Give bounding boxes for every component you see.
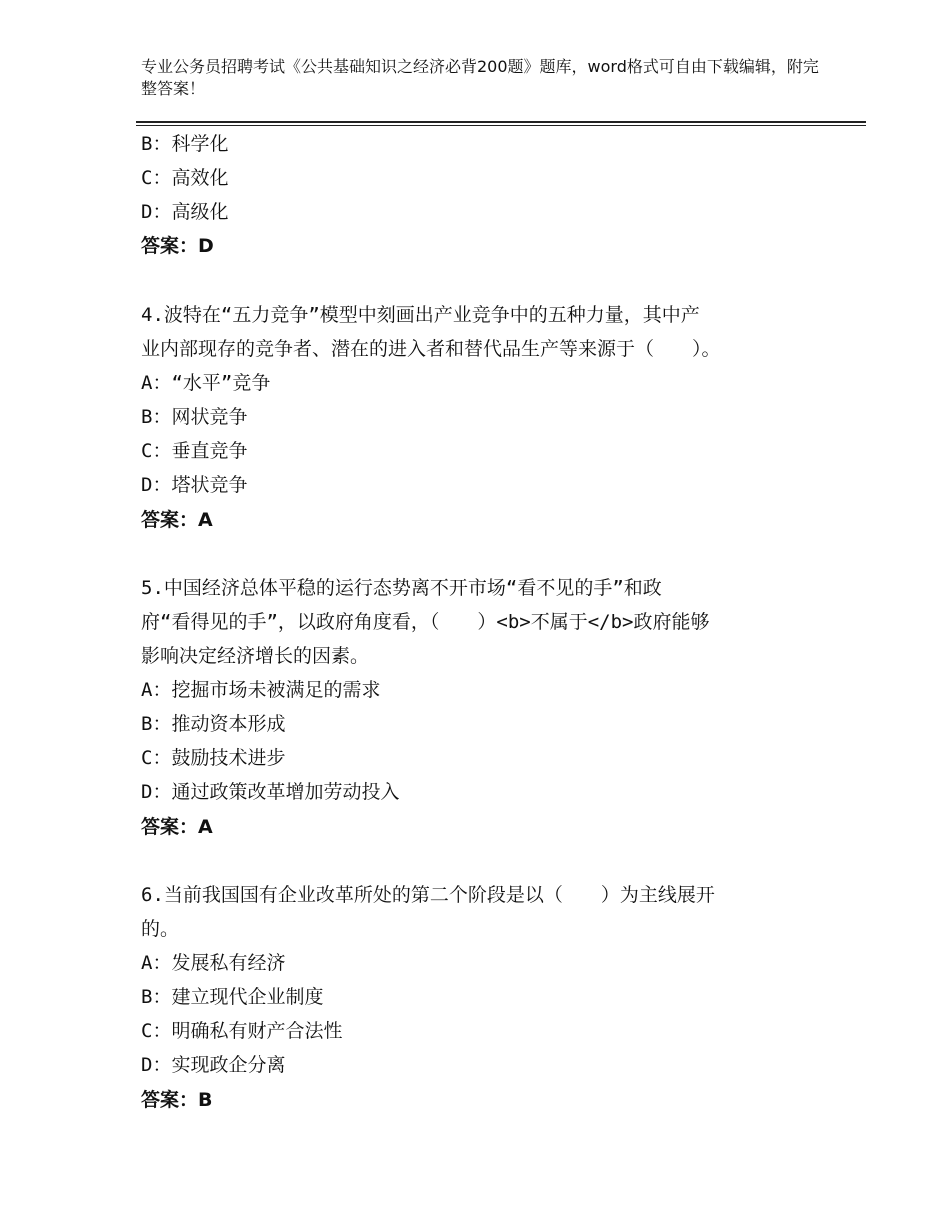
q3-option-d: D：高级化: [141, 201, 229, 223]
q6-stem-line1: 6.当前我国国有企业改革所处的第二个阶段是以（ ）为主线展开: [141, 884, 715, 906]
document-header: 专业公务员招聘考试《公共基础知识之经济必背200题》题库，word格式可自由下载编辑，附完整答案！: [141, 57, 819, 98]
q4-stem-line1: 4.波特在“五力竞争”模型中刻画出产业竞争中的五种力量，其中产: [141, 304, 700, 326]
q4-stem-line2: 业内部现存的竞争者、潜在的进入者和替代品生产等来源于（ ）。: [141, 338, 721, 360]
q5-stem-line1: 5.中国经济总体平稳的运行态势离不开市场“看不见的手”和政: [141, 577, 662, 599]
q5-answer: 答案：A: [141, 816, 213, 838]
header-rule-thick: [136, 121, 866, 123]
q4-option-c: C：垂直竞争: [141, 440, 248, 462]
q6-answer: 答案：B: [141, 1089, 213, 1111]
q4-option-b: B：网状竞争: [141, 406, 248, 428]
q5-option-c: C：鼓励技术进步: [141, 747, 286, 769]
q6-option-d: D：实现政企分离: [141, 1054, 286, 1076]
q6-option-a: A：发展私有经济: [141, 952, 286, 974]
q3-option-c: C：高效化: [141, 167, 229, 189]
q6-option-c: C：明确私有财产合法性: [141, 1020, 343, 1042]
q5-option-d: D：通过政策改革增加劳动投入: [141, 781, 400, 803]
q5-stem-line2: 府“看得见的手”，以政府角度看，（ ）<b>不属于</b>政府能够: [141, 611, 710, 633]
q4-option-d: D：塔状竞争: [141, 474, 248, 496]
q4-option-a: A：“水平”竞争: [141, 372, 271, 394]
q6-option-b: B：建立现代企业制度: [141, 986, 324, 1008]
q5-option-b: B：推动资本形成: [141, 713, 286, 735]
q3-answer: 答案：D: [141, 235, 214, 257]
q5-option-a: A：挖掘市场未被满足的需求: [141, 679, 381, 701]
q3-option-b: B：科学化: [141, 133, 229, 155]
q5-stem-line3: 影响决定经济增长的因素。: [141, 645, 370, 667]
header-rule-thin: [136, 125, 866, 126]
q6-stem-line2: 的。: [141, 918, 180, 940]
q4-answer: 答案：A: [141, 509, 213, 531]
